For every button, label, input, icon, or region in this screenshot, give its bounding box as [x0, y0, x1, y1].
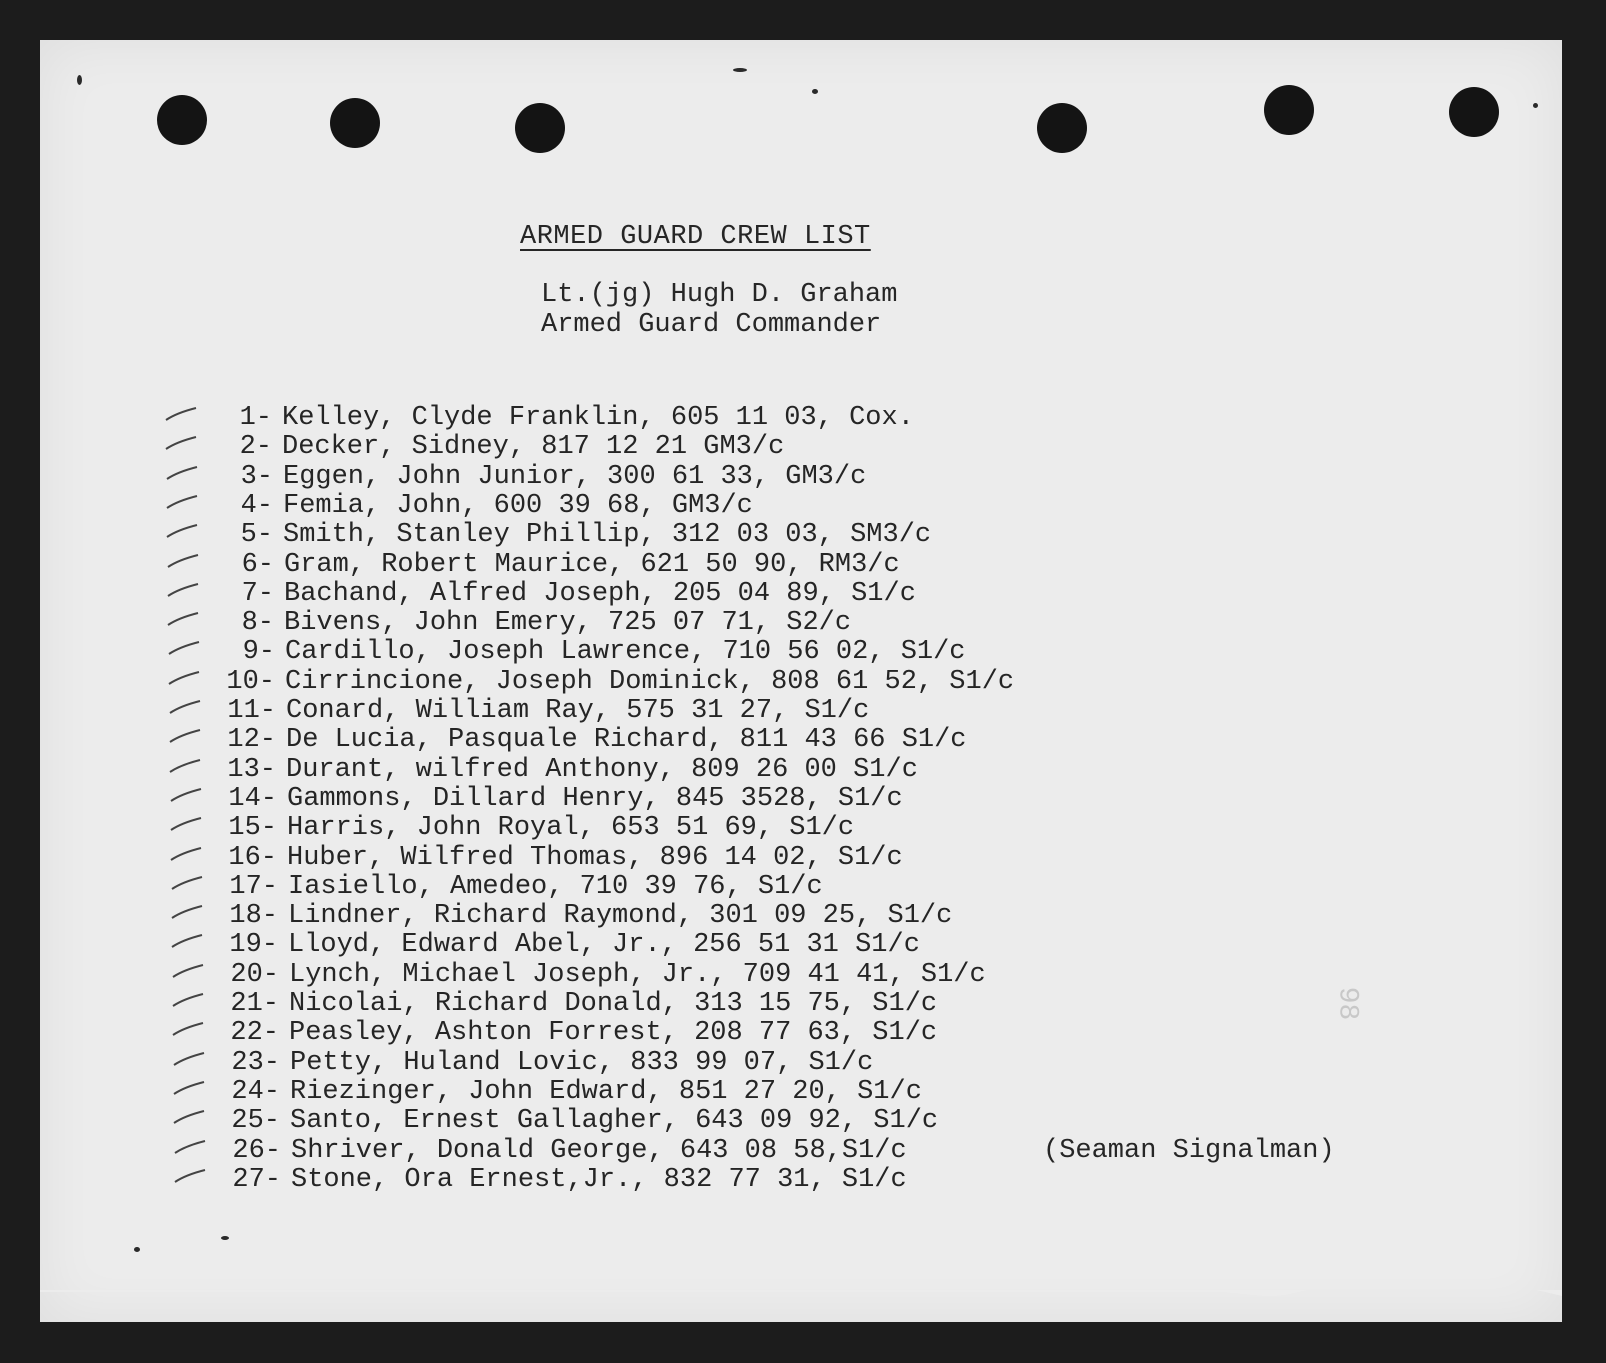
crew-entry: Lloyd, Edward Abel, Jr., 256 51 31 S1/c	[288, 930, 920, 961]
commander-role: Armed Guard Commander	[541, 310, 882, 340]
check-mark-icon	[164, 406, 198, 428]
check-mark-icon	[170, 904, 204, 926]
crew-number: 13-	[227, 754, 276, 785]
crew-entry: Cardillo, Joseph Lawrence, 710 56 02, S1/c	[285, 637, 966, 668]
punch-hole	[1264, 85, 1314, 135]
crew-row	[201, 463, 866, 492]
crew-entry: Harris, John Royal, 653 51 69, S1/c	[287, 813, 855, 844]
dust-speck	[77, 75, 82, 85]
crew-number: 2-	[239, 432, 272, 463]
crew-row	[203, 638, 966, 667]
crew-entry: Smith, Stanley Phillip, 312 03 03, SM3/c	[283, 520, 932, 551]
crew-entry: Bachand, Alfred Joseph, 205 04 89, S1/c	[284, 578, 916, 609]
crew-entry: Durant, wilfred Anthony, 809 26 00 S1/c	[286, 754, 918, 785]
crew-row	[206, 902, 952, 931]
check-mark-icon	[166, 553, 200, 575]
check-mark-icon	[165, 523, 199, 545]
crew-row	[204, 697, 869, 726]
crew-row	[209, 1137, 907, 1166]
check-mark-icon	[164, 435, 198, 457]
crew-number: 8-	[241, 608, 274, 639]
crew-entry: Conard, William Ray, 575 31 27, S1/c	[286, 696, 870, 726]
check-mark-icon	[173, 1139, 207, 1161]
crew-number: 12-	[227, 725, 276, 756]
crew-number: 15-	[228, 813, 277, 844]
crew-entry: Shriver, Donald George, 643 08 58,S1/c	[291, 1135, 907, 1166]
crew-number: 7-	[241, 578, 274, 609]
crew-row	[206, 931, 920, 960]
crew-entry: Lynch, Michael Joseph, Jr., 709 41 41, S1/c	[289, 959, 986, 990]
punch-hole	[1037, 103, 1087, 153]
check-mark-icon	[169, 787, 203, 809]
punch-hole	[330, 98, 380, 148]
crew-entry: Gram, Robert Maurice, 621 50 90, RM3/c	[284, 549, 900, 580]
crew-number: 19-	[229, 930, 278, 961]
check-mark-icon	[166, 582, 200, 604]
crew-entry: Bivens, John Emery, 725 07 71, S2/c	[284, 608, 852, 639]
crew-number: 10-	[226, 666, 275, 697]
crew-row	[201, 521, 931, 550]
crew-entry: Eggen, John Junior, 300 61 33, GM3/c	[283, 461, 867, 492]
crew-entry: Lindner, Richard Raymond, 301 09 25, S1/c	[288, 901, 953, 932]
crew-row	[204, 726, 967, 755]
crew-entry: De Lucia, Pasquale Richard, 811 43 66 S1/c	[286, 725, 967, 756]
check-mark-icon	[171, 963, 205, 985]
crew-row	[202, 580, 916, 609]
check-mark-icon	[168, 699, 202, 721]
crew-row	[207, 961, 986, 990]
check-mark-icon	[168, 758, 202, 780]
check-mark-icon	[171, 992, 205, 1014]
crew-row	[201, 492, 753, 521]
annotation-note: (Seaman Signalman)	[1043, 1136, 1335, 1166]
punch-hole	[1449, 87, 1499, 137]
crew-entry: Riezinger, John Edward, 851 27 20, S1/c	[290, 1076, 922, 1107]
crew-number: 25-	[231, 1106, 280, 1137]
check-mark-icon	[169, 846, 203, 868]
crew-row	[208, 1107, 938, 1136]
crew-row	[200, 404, 914, 433]
crew-row	[205, 844, 903, 873]
dust-speck	[812, 89, 818, 94]
crew-row	[205, 785, 903, 814]
crew-row	[203, 668, 1014, 697]
check-mark-icon	[165, 465, 199, 487]
crew-entry: Peasley, Ashton Forrest, 208 77 63, S1/c	[289, 1018, 938, 1049]
dust-speck	[134, 1247, 140, 1252]
crew-number: 22-	[230, 1018, 279, 1049]
crew-number: 3-	[240, 461, 273, 492]
crew-entry: Huber, Wilfred Thomas, 896 14 02, S1/c	[287, 842, 903, 873]
crew-number: 27-	[232, 1164, 281, 1195]
crew-number: 14-	[228, 783, 277, 814]
check-mark-icon	[172, 1109, 206, 1131]
crew-row	[206, 873, 823, 902]
torn-bottom-edge	[40, 1290, 1562, 1330]
crew-number: 1-	[239, 403, 272, 433]
crew-entry: Cirrincione, Joseph Dominick, 808 61 52, S1/c	[285, 666, 1015, 697]
crew-number: 11-	[227, 696, 276, 726]
faint-page-mark: 98	[1331, 986, 1363, 1021]
document-title: ARMED GUARD CREW LIST	[520, 222, 871, 252]
crew-number: 5-	[240, 520, 273, 551]
dust-speck	[1533, 103, 1538, 108]
crew-row	[207, 990, 937, 1019]
dust-speck	[221, 1236, 229, 1240]
crew-row	[208, 1078, 922, 1107]
check-mark-icon	[169, 816, 203, 838]
crew-number: 16-	[228, 842, 277, 873]
crew-entry: Santo, Ernest Gallagher, 643 09 92, S1/c	[290, 1106, 939, 1137]
crew-row	[209, 1166, 907, 1195]
crew-row	[208, 1049, 873, 1078]
check-mark-icon	[167, 670, 201, 692]
crew-number: 18-	[229, 901, 278, 932]
crew-number: 17-	[229, 871, 278, 902]
crew-entry: Gammons, Dillard Henry, 845 3528, S1/c	[287, 783, 903, 814]
crew-number: 26-	[232, 1135, 281, 1166]
crew-entry: Iasiello, Amedeo, 710 39 76, S1/c	[288, 871, 823, 902]
check-mark-icon	[170, 875, 204, 897]
crew-number: 23-	[231, 1047, 280, 1078]
crew-row	[204, 756, 918, 785]
crew-row	[207, 1019, 937, 1048]
crew-entry: Stone, Ora Ernest,Jr., 832 77 31, S1/c	[291, 1164, 907, 1195]
crew-entry: Decker, Sidney, 817 12 21 GM3/c	[282, 432, 785, 463]
crew-row	[200, 433, 784, 462]
check-mark-icon	[171, 1021, 205, 1043]
crew-number: 4-	[240, 490, 273, 521]
commander-name: Lt.(jg) Hugh D. Graham	[541, 280, 898, 310]
crew-entry: Femia, John, 600 39 68, GM3/c	[283, 490, 753, 521]
crew-entry: Nicolai, Richard Donald, 313 15 75, S1/c	[289, 989, 938, 1019]
crew-number: 21-	[230, 989, 279, 1019]
check-mark-icon	[172, 1051, 206, 1073]
check-mark-icon	[170, 933, 204, 955]
dust-speck	[733, 68, 747, 72]
check-mark-icon	[168, 728, 202, 750]
crew-number: 20-	[230, 959, 279, 990]
crew-row	[205, 814, 854, 843]
crew-number: 24-	[231, 1076, 280, 1107]
crew-number: 6-	[241, 549, 274, 580]
crew-number: 9-	[242, 637, 275, 668]
check-mark-icon	[165, 494, 199, 516]
crew-entry: Kelley, Clyde Franklin, 605 11 03, Cox.	[282, 403, 914, 433]
crew-row	[202, 551, 900, 580]
crew-row	[202, 609, 851, 638]
punch-hole	[515, 103, 565, 153]
check-mark-icon	[167, 640, 201, 662]
check-mark-icon	[172, 1080, 206, 1102]
check-mark-icon	[166, 611, 200, 633]
check-mark-icon	[173, 1168, 207, 1190]
punch-hole	[157, 95, 207, 145]
crew-entry: Petty, Huland Lovic, 833 99 07, S1/c	[290, 1047, 874, 1078]
